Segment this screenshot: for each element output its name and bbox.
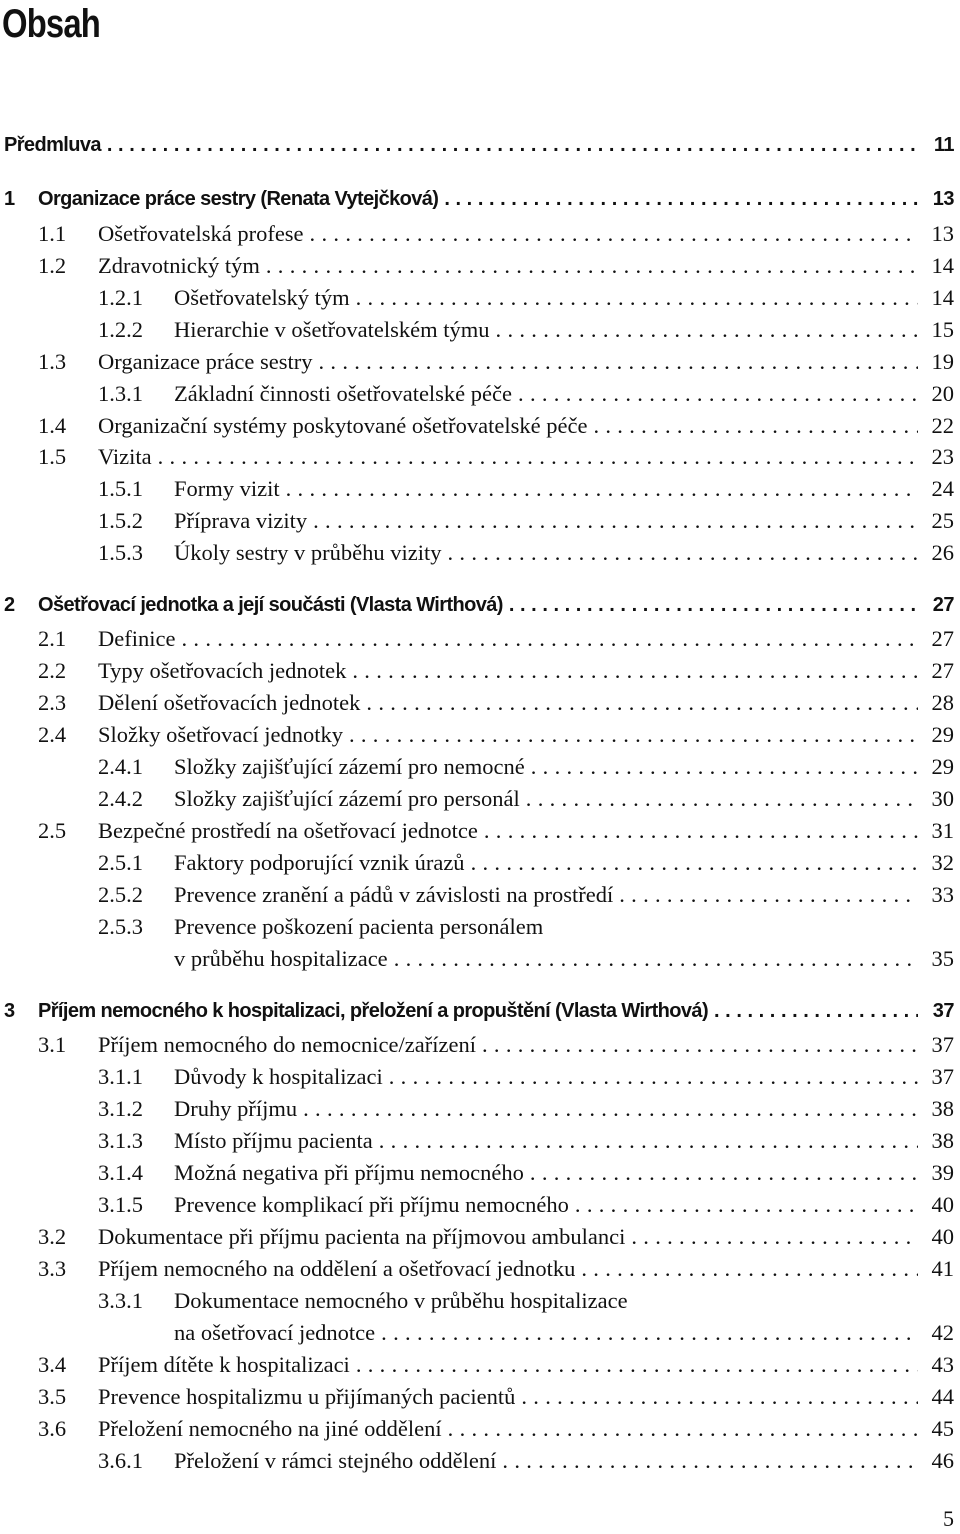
toc-entry-page: 38 [931,1096,954,1121]
toc-entry-row [0,880,960,910]
toc-entry-row [0,752,960,782]
toc-entry-row [0,219,960,249]
toc-entry-page: 19 [931,349,954,374]
dot-leader [613,880,918,910]
toc-chapter-row [0,590,960,620]
toc-entry-title: Faktory podporující vznik úrazů [174,850,465,875]
toc-entry-title: Příjem nemocného na oddělení a ošetřovací jednotku [98,1256,576,1281]
dot-leader [490,315,918,345]
toc-entry-title: Složky zajišťující zázemí pro nemocné [174,754,525,779]
toc-entry-number: 2.5.1 [98,850,143,875]
toc-entry-title: Dělení ošetřovacích jednotek [98,690,361,715]
toc-entry-number: 2 [4,594,16,616]
toc-entry-title: Přeložení v rámci stejného oddělení [174,1448,497,1473]
toc-entry-row [0,848,960,878]
toc-entry-title: Formy vizit [174,476,280,501]
dot-leader [101,130,918,160]
toc-entry-number: 3.1.4 [98,1160,143,1185]
dot-leader [304,219,918,249]
dot-leader [478,816,918,846]
toc-entry-number: 2.5.3 [98,914,143,939]
toc-entry-row [0,784,960,814]
toc-entry-title: Dokumentace při příjmu pacienta na příjmovou ambulanci [98,1224,626,1249]
toc-entry-row [0,1382,960,1412]
toc-entry-page: 24 [931,476,954,501]
toc-entry-row [0,1446,960,1476]
toc-entry-number: 3 [4,1000,16,1022]
toc-entry-title: Předmluva [4,134,101,156]
dot-leader [524,1158,918,1188]
toc-entry-row [0,1318,960,1348]
toc-entry-number: 3.1.2 [98,1096,143,1121]
toc-entry-page: 44 [931,1384,954,1409]
toc-entry-row [0,1414,960,1444]
toc-entry-page: 29 [931,754,954,779]
toc-entry-title: Ošetřovací jednotka a její součásti (Vlasta Wirthová) [38,594,503,616]
toc-entry-title: Prevence hospitalizmu u přijímaných pacientů [98,1384,516,1409]
toc-entry-row [0,379,960,409]
toc-entry-title: Definice [98,626,176,651]
dot-leader [297,1094,918,1124]
toc-entry-number: 1.2.2 [98,317,143,342]
toc-entry-number: 3.1.1 [98,1064,143,1089]
dot-leader [476,1030,918,1060]
toc-entry-page: 37 [931,1032,954,1057]
dot-leader [525,752,918,782]
toc-entry-row [0,656,960,686]
toc-entry-page: 28 [931,690,954,715]
toc-entry-number: 1.5.3 [98,540,143,565]
toc-entry-number: 3.1.3 [98,1128,143,1153]
toc-entry-page: 27 [931,626,954,651]
toc-chapter-row [0,130,960,160]
toc-entry-title: Prevence zranění a pádů v závislosti na prostředí [174,882,614,907]
toc-entry-title: Základní činnosti ošetřovatelské péče [174,381,513,406]
toc-entry-row [0,1030,960,1060]
toc-entry-title: Dokumentace nemocného v průběhu hospitalizace [174,1288,628,1313]
toc-entry-page: 13 [931,221,954,246]
toc-entry-row [0,474,960,504]
toc-entry-page: 27 [931,658,954,683]
toc-entry-page: 35 [931,946,954,971]
toc-entry-title: Organizace práce sestry [98,349,313,374]
toc-entry-number: 1 [4,188,16,210]
toc-entry-title: Typy ošetřovacích jednotek [98,658,347,683]
toc-entry-row [0,944,960,974]
toc-entry-page: 23 [931,444,954,469]
toc-entry-page: 11 [933,134,954,156]
toc-entry-row [0,912,960,942]
toc-entry-page: 20 [931,381,954,406]
toc-entry-number: 1.4 [38,413,67,438]
dot-leader [343,720,918,750]
toc-entry-title: Prevence poškození pacienta personálem [174,914,544,939]
dot-leader [512,379,918,409]
toc-entry-number: 3.3 [38,1256,67,1281]
toc-entry-number: 3.6.1 [98,1448,143,1473]
toc-entry-title: Důvody k hospitalizaci [174,1064,383,1089]
toc-entry-row [0,1158,960,1188]
toc-entry-page: 38 [931,1128,954,1153]
toc-entry-page: 29 [931,722,954,747]
toc-entry-page: 33 [931,882,954,907]
dot-leader [465,848,918,878]
dot-leader [388,944,918,974]
toc-entry-title: Druhy příjmu [174,1096,298,1121]
toc-chapter-row [0,996,960,1026]
toc-entry-page: 40 [931,1192,954,1217]
toc-entry-title: Organizace práce sestry (Renata Vytejčková) [38,188,439,210]
toc-entry-title: Příjem dítěte k hospitalizaci [98,1352,350,1377]
dot-leader [373,1126,918,1156]
toc-entry-title: Bezpečné prostředí na ošetřovací jednotce [98,818,478,843]
toc-entry-page: 40 [931,1224,954,1249]
toc-entry-row [0,251,960,281]
dot-leader [625,1222,918,1252]
toc-entry-page: 46 [931,1448,954,1473]
toc-entry-title: v průběhu hospitalizace [174,946,388,971]
toc-entry-number: 3.3.1 [98,1288,143,1313]
toc-entry-page: 14 [931,285,954,310]
toc-entry-title: Příjem nemocného do nemocnice/zařízení [98,1032,476,1057]
toc-entry-number: 1.2 [38,253,67,278]
toc-entry-title: Hierarchie v ošetřovatelském týmu [174,317,490,342]
toc-entry-number: 1.5.1 [98,476,143,501]
toc-entry-page: 22 [931,413,954,438]
toc-entry-number: 3.6 [38,1416,67,1441]
toc-entry-row [0,624,960,654]
toc-entry-row [0,1094,960,1124]
toc-entry-row [0,688,960,718]
toc-entry-page: 41 [931,1256,954,1281]
toc-entry-row [0,315,960,345]
dot-leader [360,688,918,718]
toc-entry-title: Složky zajišťující zázemí pro personál [174,786,520,811]
toc-entry-number: 2.5.2 [98,882,143,907]
toc-entry-page: 26 [931,540,954,565]
toc-entry-number: 2.5 [38,818,67,843]
toc-entry-number: 2.1 [38,626,67,651]
toc-entry-number: 3.2 [38,1224,67,1249]
toc-entry-number: 1.2.1 [98,285,143,310]
toc-entry-page: 25 [931,508,954,533]
dot-leader [152,442,918,472]
toc-entry-page: 30 [931,786,954,811]
toc-entry-title: Přeložení nemocného na jiné oddělení [98,1416,442,1441]
dot-leader [575,1254,918,1284]
page-number: 5 [943,1506,954,1531]
toc-entry-page: 39 [931,1160,954,1185]
dot-leader [438,184,918,214]
dot-leader [307,506,918,536]
toc-entry-title: Příprava vizity [174,508,308,533]
toc-entry-row [0,1190,960,1220]
toc-entry-page: 14 [931,253,954,278]
toc-entry-row [0,506,960,536]
dot-leader [312,347,918,377]
dot-leader [350,1350,918,1380]
dot-leader [441,538,918,568]
dot-leader [496,1446,918,1476]
dot-leader [503,590,918,620]
toc-entry-row [0,1062,960,1092]
toc-chapter-row [0,184,960,214]
toc-entry-page: 31 [931,818,954,843]
page-title: Obsah [2,2,100,46]
toc-entry-page: 43 [931,1352,954,1377]
dot-leader [708,996,918,1026]
toc-entry-number: 2.4 [38,722,67,747]
toc-entry-page: 32 [931,850,954,875]
toc-entry-number: 2.3 [38,690,67,715]
toc-entry-row [0,538,960,568]
dot-leader [515,1382,918,1412]
toc-entry-row [0,442,960,472]
toc-entry-page: 27 [932,594,954,616]
toc-entry-row [0,720,960,750]
toc-entry-row [0,283,960,313]
toc-entry-title: Prevence komplikací při příjmu nemocného [174,1192,569,1217]
toc-entry-title: na ošetřovací jednotce [174,1320,376,1345]
toc-entry-number: 2.2 [38,658,67,683]
toc-entry-title: Složky ošetřovací jednotky [98,722,343,747]
toc-entry-row [0,816,960,846]
dot-leader [260,251,918,281]
toc-entry-page: 37 [932,1000,954,1022]
dot-leader [520,784,918,814]
toc-entry-page: 37 [931,1064,954,1089]
toc-entry-title: Ošetřovatelská profese [98,221,304,246]
toc-entry-number: 1.3 [38,349,67,374]
toc-entry-number: 3.5 [38,1384,67,1409]
dot-leader [350,283,918,313]
dot-leader [569,1190,918,1220]
dot-leader [175,624,918,654]
toc-entry-page: 42 [931,1320,954,1345]
toc-entry-title: Příjem nemocného k hospitalizaci, přeložení a propuštění (Vlasta Wirthová) [38,1000,709,1022]
toc-entry-title: Možná negativa při příjmu nemocného [174,1160,524,1185]
dot-leader [280,474,918,504]
dot-leader [346,656,918,686]
dot-leader [375,1318,918,1348]
toc-entry-number: 1.1 [38,221,67,246]
toc-entry-number: 3.4 [38,1352,67,1377]
toc-entry-title: Vizita [98,444,152,469]
toc-entry-number: 1.3.1 [98,381,143,406]
toc-entry-number: 3.1.5 [98,1192,143,1217]
toc-entry-number: 1.5.2 [98,508,143,533]
toc-entry-row [0,1222,960,1252]
toc-entry-title: Úkoly sestry v průběhu vizity [174,540,442,565]
toc-entry-title: Organizační systémy poskytované ošetřovatelské péče [98,413,588,438]
toc-entry-row [0,411,960,441]
toc-entry-page: 45 [931,1416,954,1441]
toc-entry-page: 15 [931,317,954,342]
dot-leader [587,411,918,441]
toc-entry-title: Ošetřovatelský tým [174,285,350,310]
toc-entry-number: 2.4.1 [98,754,143,779]
dot-leader [442,1414,918,1444]
toc-entry-row [0,1126,960,1156]
toc-entry-row [0,347,960,377]
toc-entry-number: 3.1 [38,1032,67,1057]
dot-leader [383,1062,918,1092]
toc-entry-title: Zdravotnický tým [98,253,260,278]
toc-entry-number: 2.4.2 [98,786,143,811]
toc-entry-row [0,1286,960,1316]
toc-entry-row [0,1254,960,1284]
toc-entry-number: 1.5 [38,444,67,469]
toc-entry-title: Místo příjmu pacienta [174,1128,373,1153]
toc-entry-page: 13 [932,188,954,210]
toc-entry-row [0,1350,960,1380]
